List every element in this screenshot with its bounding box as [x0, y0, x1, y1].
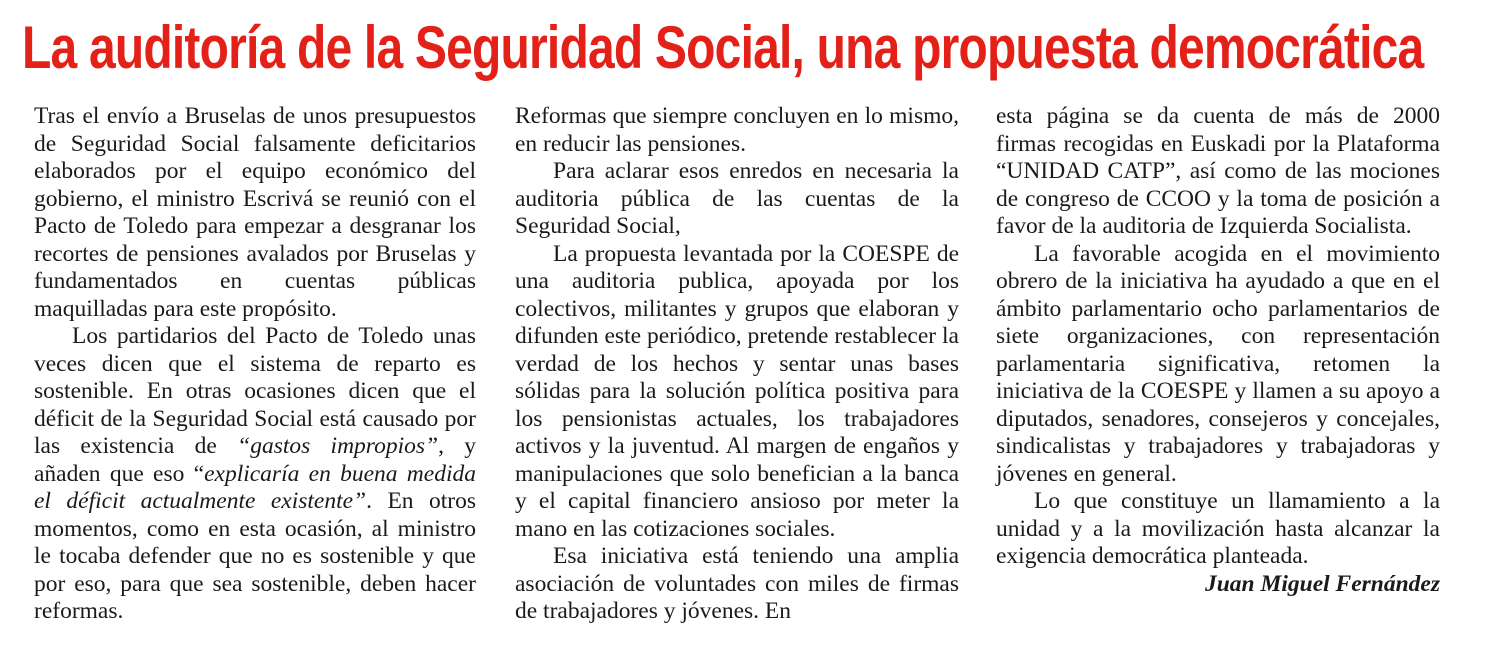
paragraph: esta página se da cuenta de más de 2000 firmas recogidas en Euskadi por la Plataforma “UNIDAD CATP”, así como de las mociones de congreso de CCOO y la toma de posición a favor de la auditoria de Izquierda Socialista.	[996, 103, 1440, 239]
paragraph	[34, 323, 476, 626]
text-span: , y añaden que eso “	[34, 433, 476, 487]
text-span: . En otros momentos, como en esta ocasión, al ministro le tocaba defender que no es sostenible y que por eso, para que sea sostenible, deben hacer reformas.	[34, 488, 477, 624]
article-column-3	[996, 103, 1440, 598]
author-byline: Juan Miguel Fernández	[1204, 570, 1440, 597]
italic-quote: “gastos impropios”	[237, 433, 439, 459]
paragraph: Reformas que siempre concluyen en lo mismo, en reducir las pensiones.	[515, 103, 959, 157]
paragraph: Lo que constituye un llamamiento a la unidad y a la movilización hasta alcanzar la exigencia democrática planteada.	[996, 488, 1440, 569]
italic-quote: explicaría en buena medida el déficit actualmente existente”	[34, 460, 476, 514]
paragraph: La propuesta levantada por la COESPE de una auditoria publica, apoyada por los colectivos, militantes y grupos que elaboran y difunden este periódico, pretende restablecer la verdad de los hechos y sentar unas bases sólidas para la solución política positiva para los pensionistas actuales, los trabajadores activos y la juventud. Al margen de engaños y manipulaciones que solo benefician a la banca y el capital financiero ansioso por meter la mano en las cotizaciones sociales.	[515, 240, 959, 542]
paragraph: Tras el envío a Bruselas de unos presupuestos de Seguridad Social falsamente deficitarios elaborados por el equipo económico del gobierno, el ministro Escrivá se reunió con el Pacto de Toledo para empezar a desgranar los recortes de pensiones avalados por Bruselas y fundamentados en cuentas públicas maquilladas para este propósito.	[34, 103, 476, 322]
article-column-2	[515, 103, 959, 626]
paragraph: La favorable acogida en el movimiento obrero de la iniciativa ha ayudado a que en el ámbito parlamentario ocho parlamentarios de siete organizaciones, con representación parlamentaria significativa, retomen la iniciativa de la COESPE y llamen a su apoyo a diputados, senadores, consejeros y concejales, sindicalistas y trabajadores y trabajadoras y jóvenes en general.	[996, 240, 1440, 487]
article-column-1	[34, 103, 476, 626]
text-span: Los partidarios del Pacto de Toledo unas veces dicen que el sistema de reparto es sostenible. En otras ocasiones dicen que el déficit de la Seguridad Social está causado por las existencia de	[34, 323, 476, 459]
headline: La auditoría de la Seguridad Social, una propuesta democrática	[22, 14, 1424, 81]
paragraph: Para aclarar esos enredos en necesaria la auditoria pública de las cuentas de la Seguridad Social,	[515, 158, 959, 239]
paragraph: Esa iniciativa está teniendo una amplia asociación de voluntades con miles de firmas de trabajadores y jóvenes. En	[515, 543, 959, 624]
